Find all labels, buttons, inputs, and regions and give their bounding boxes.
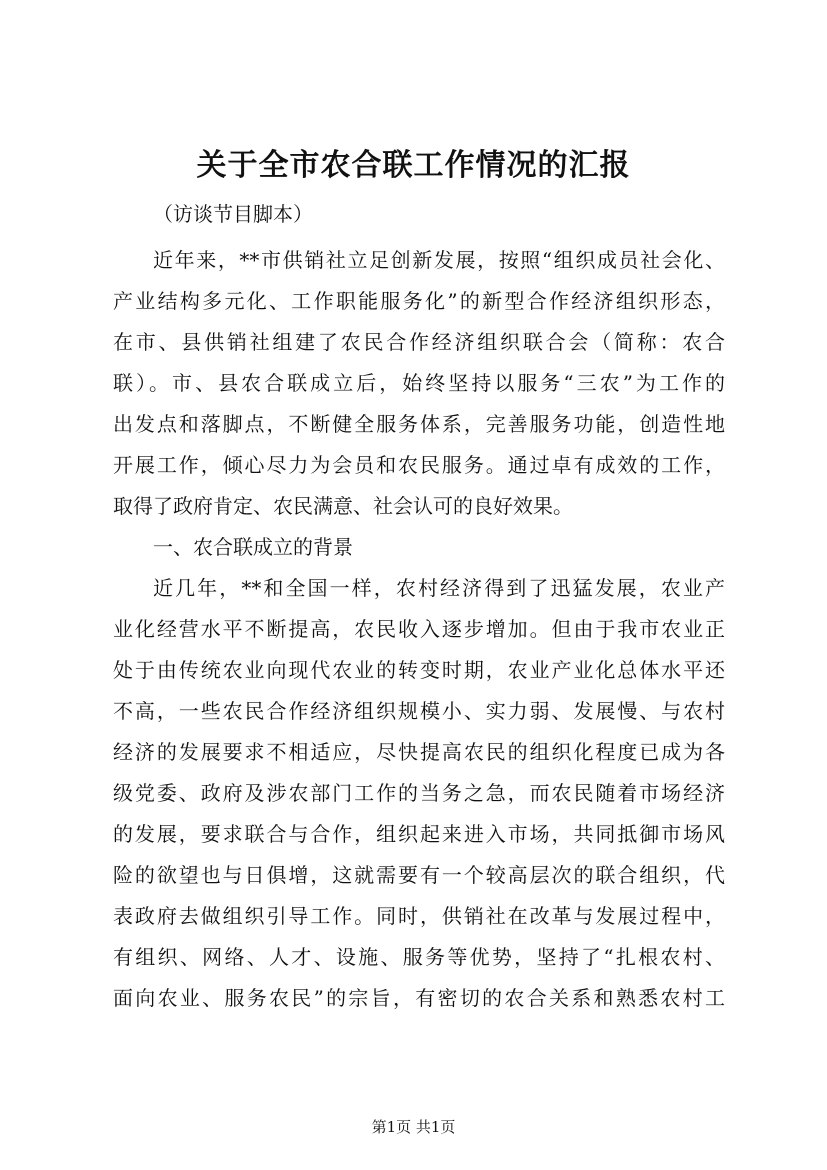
paragraph-2-line: 级党委、政府及涉农部门工作的当务之急，而农民随着市场经济 bbox=[113, 781, 725, 805]
paragraph-2-line: 表政府去做组织引导工作。同时，供销社在改革与发展过程中， bbox=[113, 904, 725, 928]
paragraph-2-line: 处于由传统农业向现代农业的转变时期，农业产业化总体水平还 bbox=[113, 658, 725, 682]
document-title: 关于全市农合联工作情况的汇报 bbox=[196, 148, 631, 183]
paragraph-1-line: 在市、县供销社组建了农民合作经济组织联合会（简称：农合 bbox=[113, 330, 725, 354]
paragraph-1-line: 产业结构多元化、工作职能服务化”的新型合作经济组织形态， bbox=[113, 289, 725, 313]
paragraph-1-line: 开展工作，倾心尽力为会员和农民服务。通过卓有成效的工作， bbox=[113, 453, 725, 477]
paragraph-2-line: 经济的发展要求不相适应，尽快提高农民的组织化程度已成为各 bbox=[113, 740, 725, 764]
page-number-footer: 第1页 共1页 bbox=[371, 1118, 456, 1136]
section-heading: 一、农合联成立的背景 bbox=[153, 535, 353, 559]
paragraph-2-line: 的发展，要求联合与合作，组织起来进入市场，共同抵御市场风 bbox=[113, 822, 725, 846]
paragraph-2-line: 业化经营水平不断提高，农民收入逐步增加。但由于我市农业正 bbox=[113, 617, 725, 641]
paragraph-2-line: 险的欲望也与日俱增，这就需要有一个较高层次的联合组织，代 bbox=[113, 863, 725, 887]
paragraph-1-line: 取得了政府肯定、农民满意、社会认可的良好效果。 bbox=[113, 494, 573, 518]
paragraph-2-line: 有组织、网络、人才、设施、服务等优势，坚持了“扎根农村、 bbox=[113, 945, 725, 969]
paragraph-2-line: 近几年，**和全国一样，农村经济得到了迅猛发展，农业产 bbox=[153, 576, 725, 600]
paragraph-1-line: 近年来，**市供销社立足创新发展，按照“组织成员社会化、 bbox=[153, 248, 725, 272]
paragraph-1-line: 出发点和落脚点，不断健全服务体系，完善服务功能，创造性地 bbox=[113, 412, 725, 436]
paragraph-2-line: 不高，一些农民合作经济组织规模小、实力弱、发展慢、与农村 bbox=[113, 699, 725, 723]
paragraph-1-line: 联）。市、县农合联成立后，始终坚持以服务“三农”为工作的 bbox=[113, 371, 725, 395]
document-subtitle: （访谈节目脚本） bbox=[153, 202, 313, 226]
paragraph-2-line: 面向农业、服务农民”的宗旨，有密切的农合关系和熟悉农村工 bbox=[113, 986, 725, 1010]
